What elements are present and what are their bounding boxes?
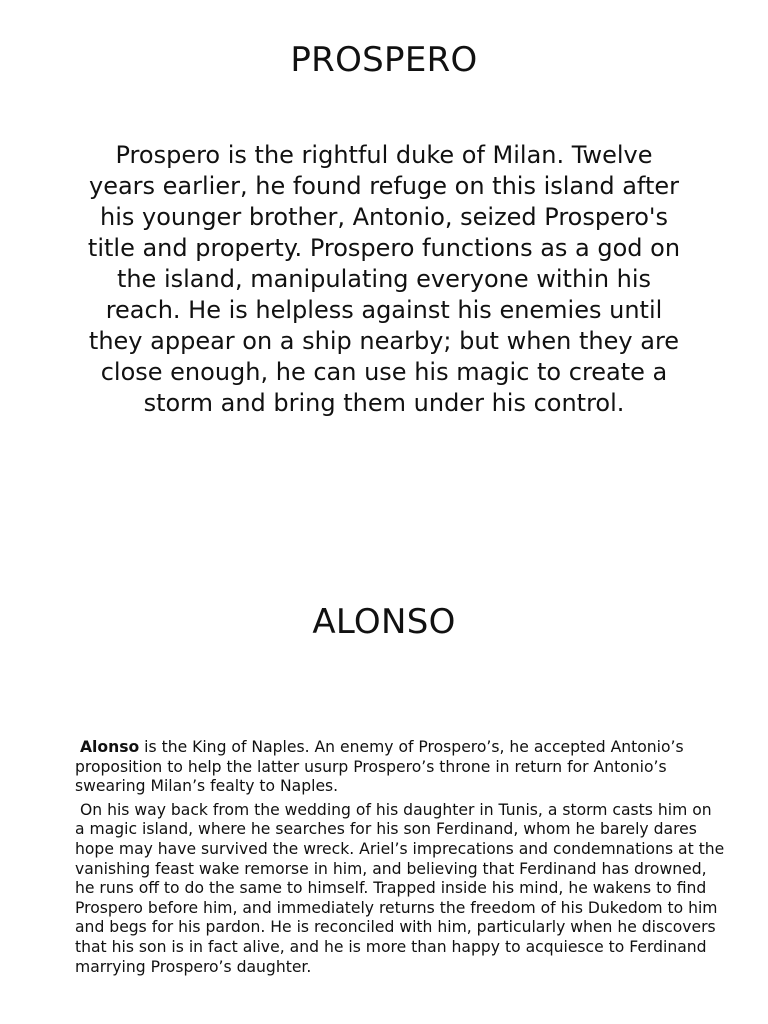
alonso-paragraph-1-text: is the King of Naples. An enemy of Prospero’s, he accepted Antonio’s proposition to help the latter usurp Prospero’s throne in return for Antonio’s swearing Milan’s fealty to Naples. <box>75 738 684 796</box>
slide-alonso <box>0 512 768 1024</box>
prospero-description: Prospero is the rightful duke of Milan. Twelve years earlier, he found refuge on this island after his younger brother, Antonio, seized Prospero's title and property. Prospero functions as a god on the island, manipulating everyone within his reach. He is helpless against his enemies until they appear on a ship nearby; but when they are close enough, he can use his magic to create a storm and bring them under his control. <box>87 141 681 417</box>
alonso-title: ALONSO <box>312 602 456 642</box>
alonso-paragraph-1 <box>75 738 725 797</box>
alonso-paragraph-2 <box>75 801 725 977</box>
alonso-name: Alonso <box>79 738 140 756</box>
alonso-paragraph-2-text: On his way back from the wedding of his daughter in Tunis, a storm casts him on a magic island, where he searches for his son Ferdinand, whom he barely dares hope may have survived the wreck. Ariel’s imprecations and condemnations at the vanishing feast wake remorse in him, and believing that Ferdinand has drowned, he runs off to do the same to himself. Trapped inside his mind, he wakens to find Prospero before him, and immediately returns the freedom of his Dukedom to him and begs for his pardon. He is reconciled with him, particularly when he discovers that his son is in fact alive, and he is more than happy to acquiesce to Ferdinand marrying Prospero’s daughter. <box>75 800 725 976</box>
prospero-title: PROSPERO <box>290 40 478 80</box>
alonso-description <box>75 738 725 981</box>
